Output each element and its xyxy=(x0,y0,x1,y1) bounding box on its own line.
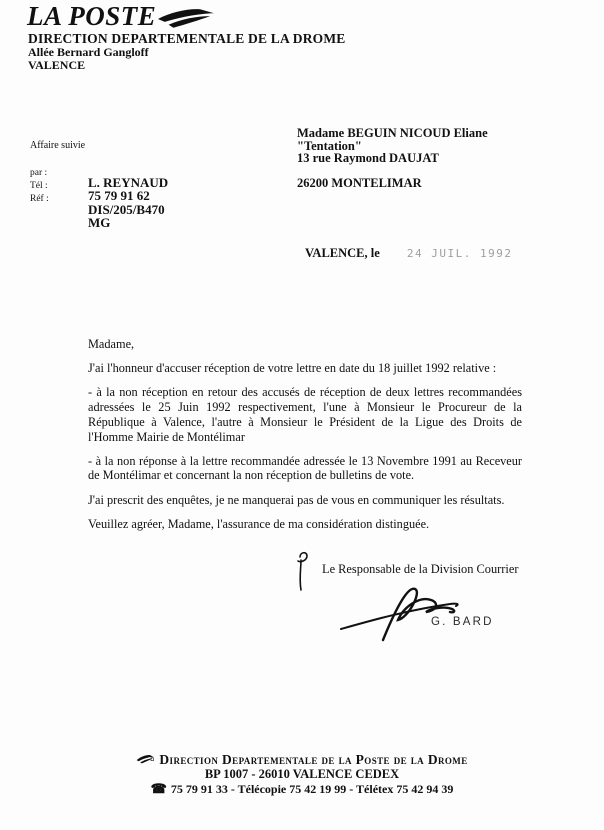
footer-address: BP 1007 - 26010 VALENCE CEDEX xyxy=(204,767,400,781)
contact-phone: 75 79 91 62 xyxy=(88,188,150,204)
footer-org: Direction Departementale de la Poste de la Drome xyxy=(159,752,468,767)
reference-labels xyxy=(30,167,49,206)
recipient-city: 26200 MONTELIMAR xyxy=(297,176,422,191)
tel-label: Tél : xyxy=(30,181,48,191)
recipient-company: "Tentation" xyxy=(297,138,362,153)
letter-body xyxy=(88,337,522,541)
affaire-suivie-label: Affaire suivie xyxy=(30,140,86,151)
paragraph-3: - à la non réponse à la lettre recommandée adressée le 13 Novembre 1991 au Receveur de Montélimar et concernant la non réception de bulletins de vote. xyxy=(88,453,522,483)
par-label: par : xyxy=(30,168,48,178)
recipient-name: Madame BEGUIN NICOUD Eliane xyxy=(297,126,488,140)
recipient-street: 13 rue Raymond DAUJAT xyxy=(297,151,439,166)
sender-address: Allée Bernard Gangloff xyxy=(28,45,149,59)
paragraph-2: - à la non réception en retour des accusés de réception de deux lettres recommandées adressées le 25 Juin 1992 respectivement, l'une à Monsieur le Procureur de la République à Valence, l'autre à Monsieur le Président de la Ligue des Droits de l'Homme Mairie de Montélimar xyxy=(88,385,522,444)
footer-org-line xyxy=(0,752,604,767)
letterhead-sender xyxy=(28,32,346,71)
contact-name: L. REYNAUD xyxy=(88,175,169,190)
contact-block xyxy=(88,176,168,229)
footer xyxy=(0,752,604,797)
paragraph-4: J'ai prescrit des enquêtes, je ne manquerai pas de vous en communiquer les résultats. xyxy=(88,492,505,507)
recipient-block xyxy=(297,127,488,190)
dateline xyxy=(305,246,513,261)
sender-city: VALENCE xyxy=(28,57,86,72)
contact-ref: DIS/205/B470 xyxy=(88,201,165,217)
salutation: Madame, xyxy=(88,337,135,351)
letterhead-brand xyxy=(27,1,215,32)
la-poste-bird-icon xyxy=(157,7,215,31)
ref-label: Réf : xyxy=(30,194,49,204)
footer-contacts-line xyxy=(0,781,604,797)
paragraph-1: J'ai l'honneur d'accuser réception de votre lettre en date du 18 juillet 1992 relative : xyxy=(88,361,497,376)
signer-name: G. BARD xyxy=(431,616,494,628)
la-poste-wordmark: LA POSTE xyxy=(27,1,157,31)
footer-bird-icon xyxy=(136,753,154,766)
signature-title: Le Responsable de la Division Courrier xyxy=(322,562,519,576)
paragraph-5: Veuillez agréer, Madame, l'assurance de ma considération distinguée. xyxy=(88,516,430,531)
date-stamp: 24 JUIL. 1992 xyxy=(406,247,513,260)
sender-direction: DIRECTION DEPARTEMENTALE DE LA DROME xyxy=(28,31,346,46)
contact-initials: MG xyxy=(88,214,111,230)
signature xyxy=(338,582,493,642)
paraph-mark xyxy=(293,551,309,593)
phone-icon: ☎ xyxy=(150,781,167,796)
footer-contacts: 75 79 91 33 - Télécopie 75 42 19 99 - Télétex 75 42 94 39 xyxy=(170,782,454,796)
dateline-place: VALENCE, le xyxy=(305,246,380,260)
